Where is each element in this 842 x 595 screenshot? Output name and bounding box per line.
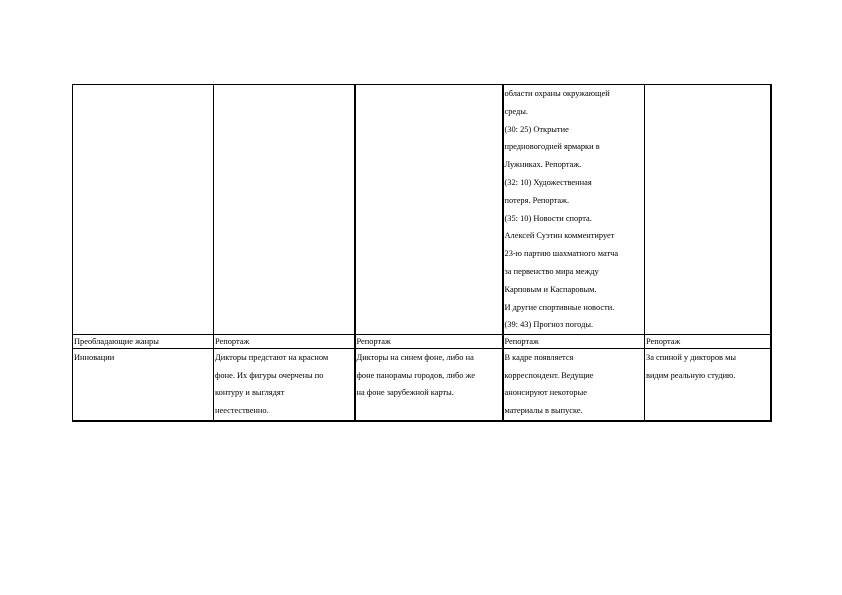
table-row-schedule [73,85,771,335]
text-line: Карповым и Каспаровым. [504,284,597,294]
text-line: анонсируют некоторые [504,388,587,398]
text-line: неестественно. [215,405,269,415]
broadcast-comparison-table [72,84,772,422]
table-row-genres [73,335,771,349]
text-line: фоне панорамы городов, либо же [356,370,475,380]
text-line: Дикторы на синем фоне, либо на [356,353,474,363]
text-line: на фоне зарубежной карты. [356,388,454,398]
text-line: (35: 10) Новости спорта. [504,213,592,223]
text-line: И другие спортивные новости. [504,302,615,312]
text-line: видим реальную студию. [646,370,736,380]
text-line: области охраны окружающей [504,89,610,98]
table-cell [645,85,771,335]
genre-cell: Репортаж [503,335,645,349]
text-line: За спиной у дикторов мы [646,353,737,363]
row-label-innovations: Инновации [73,349,214,421]
text-line: (39: 43) Прогноз погоды. [504,320,594,330]
text-line: Алексей Суэтин комментирует [504,231,615,241]
innovation-cell [503,349,645,421]
table-cell-schedule-text [503,85,645,335]
text-line: предновогодней ярмарки в [504,142,600,152]
text-line: Лужниках. Репортаж. [504,160,582,170]
innovation-cell [645,349,771,421]
genre-cell: Репортаж [214,335,355,349]
table-cell [73,85,214,335]
row-label-genres: Преобладающие жанры [73,335,214,349]
text-line: среды. [504,106,528,116]
text-line: фоне. Их фигуры очерчены по [215,370,324,380]
text-line: 23-ю партию шахматного матча [504,249,619,259]
innovation-cell [214,349,355,421]
text-line: материалы в выпуске. [504,405,583,415]
text-line: (32: 10) Художественная [504,177,592,187]
table-cell [355,85,503,335]
genre-cell: Репортаж [645,335,771,349]
text-line: В кадре появляется [504,353,574,363]
text-line: контуру и выглядят [215,388,285,398]
text-line: за первенство мира между [504,266,599,276]
text-line: Дикторы предстают на красном [215,353,329,363]
text-line: корреспондент. Ведущие [504,370,594,380]
innovation-cell [355,349,503,421]
table-row-innovations [73,349,771,421]
text-line: (30: 25) Открытие [504,124,569,134]
text-line: потеря. Репортаж. [504,195,570,205]
table-cell [214,85,355,335]
genre-cell: Репортаж [355,335,503,349]
